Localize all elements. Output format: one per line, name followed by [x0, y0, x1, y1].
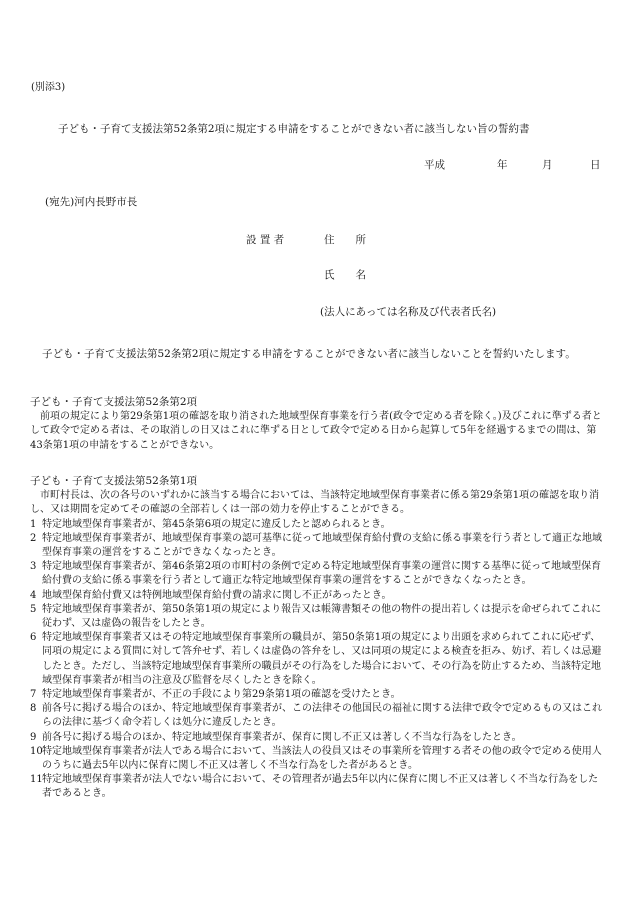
section-body: 前項の規定により第29条第1項の確認を取り消された地域型保育事業を行う者(政令で定める者を除く。)及びこれに準ずる者として政令で定める者は、その取消しの日又はこれに準ずる日として政令で定める日から起算して5年を経過するまでの間は、第43条第1項の申請をすることができない。 — [30, 410, 602, 451]
item-list — [30, 518, 602, 802]
list-item: 5 特定地域型保育事業者が、第50条第1項の規定により報告又は帳簿書類その他の物件の提出若しくは提示を命ぜられてこれに従わず、又は虚偽の報告をしたとき。 — [30, 603, 602, 629]
signer-role: 設 置 者 — [246, 234, 285, 246]
list-item: 6 特定地域型保育事業者又はその特定地域型保育事業所の職員が、第50条第1項の規定により出頭を求められてこれに応ぜず、同項の規定による質問に対して答弁せず、若しくは虚偽の答弁をし、又は同項の規定による検査を拒み、妨げ、若しくは忌避したとき。ただし、当該特定地域型保育事業所の職員がその行為をした場合において、その行為を防止するため、当該特定地域型保育事業者が相当の注意及び監督を尽くしたときを除く。 — [30, 632, 602, 686]
name-label: 氏 名 — [324, 269, 366, 281]
date-era: 平成 — [424, 159, 445, 171]
section-heading: 子ども・子育て支援法第52条第1項 — [30, 475, 198, 487]
date-day: 日 — [590, 159, 601, 171]
section-body: 市町村長は、次の各号のいずれかに該当する場合においては、当該特定地域型保育事業者に係る第29条第1項の確認を取り消し、又は期間を定めてその確認の全部若しくは一部の効力を停止することができる。 — [30, 489, 600, 516]
list-item: 2 特定地域型保育事業者が、地域型保育事業の認可基準に従って地域型保育給付費の支給に係る事業を行う者として適正な地域型保育事業の運営をすることができなくなったとき。 — [30, 532, 602, 559]
list-item: 3 特定地域型保育事業者が、第46条第2項の市町村の条例で定める特定地域型保育事業の運営に関する基準に従って地域型保育給付費の支給に係る事業を行う者として適正な特定地域型保育事業の運営をすることができなくなったとき。 — [30, 561, 602, 587]
date-year: 年 — [497, 159, 508, 171]
corporate-note: (法人にあっては名称及び代表者氏名) — [320, 306, 497, 318]
pledge-statement: 子ども・子育て支援法第52条第2項に規定する申請をすることができない者に該当しないことを誓約いたします。 — [42, 348, 576, 360]
list-item: 8 前各号に掲げる場合のほか、特定地域型保育事業者が、この法律その他国民の福祉に関する法律で政令で定めるもの又はこれらの法律に基づく命令若しくは処分に違反したとき。 — [30, 703, 602, 729]
list-item: 1 特定地域型保育事業者が、第45条第6項の規定に違反したと認められるとき。 — [30, 518, 391, 530]
list-item: 7 特定地域型保育事業者が、不正の手段により第29条第1項の確認を受けたとき。 — [30, 688, 401, 700]
addressee: (宛先)河内長野市長 — [45, 196, 138, 208]
list-item: 10特定地域型保育事業者が法人である場合において、当該法人の役員又はその事業所を管理する者その他の政令で定める使用人のうちに過去5年以内に保育に関し不正又は著しく不当な行為をした者があるとき。 — [30, 745, 602, 771]
document-title: 子ども・子育て支援法第52条第2項に規定する申請をすることができない者に該当しない旨の誓約書 — [58, 123, 530, 135]
attachment-label: (別添3) — [31, 82, 66, 93]
date-month: 月 — [542, 159, 553, 171]
section-52-1 — [30, 474, 602, 801]
section-heading: 子ども・子育て支援法第52条第2項 — [30, 396, 198, 408]
address-label: 住 所 — [324, 234, 366, 246]
list-item: 11特定地域型保育事業者が法人でない場合において、その管理者が過去5年以内に保育に関し不正又は著しく不当な行為をした者であるとき。 — [30, 774, 599, 800]
section-52-2 — [30, 395, 602, 453]
list-item: 9 前各号に掲げる場合のほか、特定地域型保育事業者が、保育に関し不正又は著しく不当な行為をしたとき。 — [30, 731, 522, 743]
list-item: 4 地域型保育給付費又は特例地域型保育給付費の請求に関し不正があったとき。 — [30, 589, 392, 601]
